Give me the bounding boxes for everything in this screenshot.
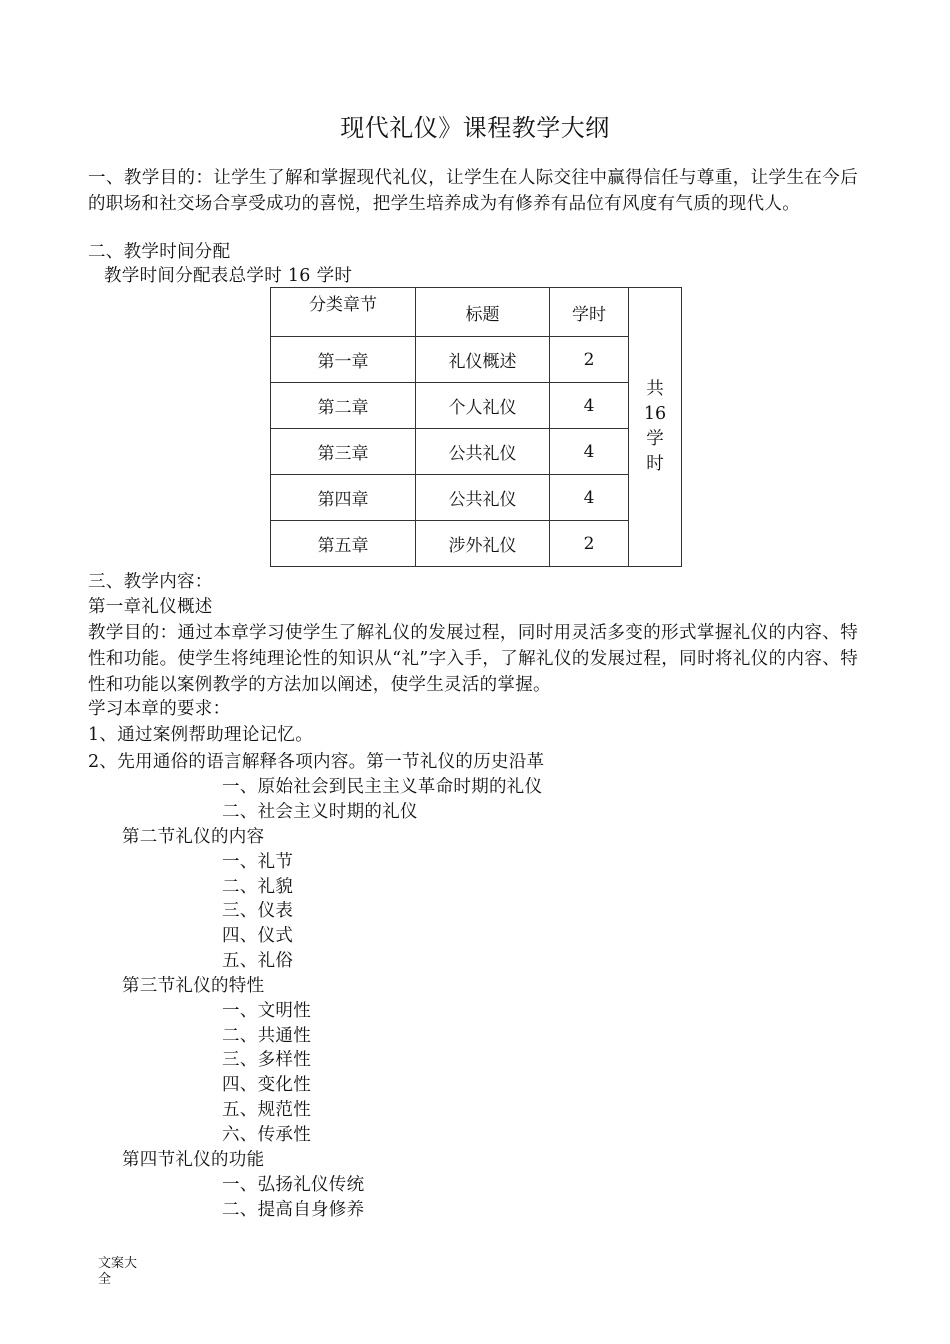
teaching-purpose-paragraph: 一、教学目的：让学生了解和掌握现代礼仪，让学生在人际交往中赢得信任与尊重，让学生在今后的职场和社交场合享受成功的喜悦，把学生培养成为有修养有品位有风度有气质的现代人。 — [88, 168, 858, 214]
header-category: 分类章节 — [271, 288, 416, 337]
chapter-cell: 第一章 — [271, 337, 416, 383]
outline-item: 二、共通性 — [222, 1026, 311, 1046]
header-hours: 学时 — [550, 288, 629, 337]
chapter1-title: 第一章礼仪概述 — [88, 597, 213, 617]
chapter1-objective-paragraph: 教学目的：通过本章学习使学生了解礼仪的发展过程，同时用灵活多变的形式掌握礼仪的内容、特性和功能。使学生将纯理论性的知识从“礼”字入手，了解礼仪的发展过程，同时将礼仪的内容、特性和功能以案例教学的方法加以阐述，使学生灵活的掌握。 — [88, 623, 858, 695]
header-title: 标题 — [416, 288, 550, 337]
document-title: 现代礼仪》课程教学大纲 — [340, 114, 610, 142]
title-cell: 公共礼仪 — [416, 429, 550, 475]
outline-item: 三、多样性 — [222, 1050, 311, 1070]
hours-cell: 2 — [550, 337, 629, 383]
title-cell: 礼仪概述 — [416, 337, 550, 383]
time-allocation-table — [270, 287, 682, 567]
hours-cell: 2 — [550, 521, 629, 567]
outline-item: 一、文明性 — [222, 1001, 311, 1021]
outline-item: 三、仪表 — [222, 901, 294, 921]
outline-item: 一、弘扬礼仪传统 — [222, 1175, 365, 1195]
total-char: 时 — [646, 454, 664, 474]
page-footer: 文案大全 — [98, 1256, 138, 1287]
outline-item: 六、传承性 — [222, 1125, 311, 1145]
title-cell: 个人礼仪 — [416, 383, 550, 429]
time-allocation-heading: 二、教学时间分配 — [88, 242, 231, 262]
chapter-cell: 第五章 — [271, 521, 416, 567]
outline-item: 五、规范性 — [222, 1100, 311, 1120]
chapter-cell: 第三章 — [271, 429, 416, 475]
total-hours-cell — [629, 288, 682, 567]
outline-item: 四、变化性 — [222, 1075, 311, 1095]
outline-item: 一、礼节 — [222, 852, 294, 872]
table-row — [271, 383, 682, 429]
hours-cell: 4 — [550, 429, 629, 475]
section-heading: 第三节礼仪的特性 — [122, 976, 265, 996]
requirement-item: 1、通过案例帮助理论记忆。 — [88, 725, 314, 745]
outline-item: 四、仪式 — [222, 926, 294, 946]
outline-item: 一、原始社会到民主主义革命时期的礼仪 — [222, 777, 543, 797]
table-row — [271, 475, 682, 521]
total-char: 共 — [646, 379, 664, 399]
table-header-row — [271, 288, 682, 337]
section-heading: 第二节礼仪的内容 — [122, 827, 265, 847]
total-char: 16 — [643, 404, 667, 424]
table-row — [271, 337, 682, 383]
hours-cell: 4 — [550, 383, 629, 429]
total-char: 学 — [646, 429, 664, 449]
outline-item: 五、礼俗 — [222, 951, 294, 971]
table-row — [271, 429, 682, 475]
title-cell: 公共礼仪 — [416, 475, 550, 521]
chapter-cell: 第四章 — [271, 475, 416, 521]
outline-item: 二、提高自身修养 — [222, 1200, 365, 1220]
outline-item: 二、礼貌 — [222, 877, 294, 897]
section-heading: 第四节礼仪的功能 — [122, 1150, 265, 1170]
requirement-item: 2、先用通俗的语言解释各项内容。第一节礼仪的历史沿革 — [88, 752, 545, 772]
table-row — [271, 521, 682, 567]
hours-cell: 4 — [550, 475, 629, 521]
chapter-cell: 第二章 — [271, 383, 416, 429]
title-cell: 涉外礼仪 — [416, 521, 550, 567]
outline-item: 二、社会主义时期的礼仪 — [222, 802, 418, 822]
table-caption: 教学时间分配表总学时 16 学时 — [104, 266, 353, 286]
requirements-heading: 学习本章的要求： — [88, 699, 231, 719]
teaching-content-heading: 三、教学内容： — [88, 572, 213, 592]
